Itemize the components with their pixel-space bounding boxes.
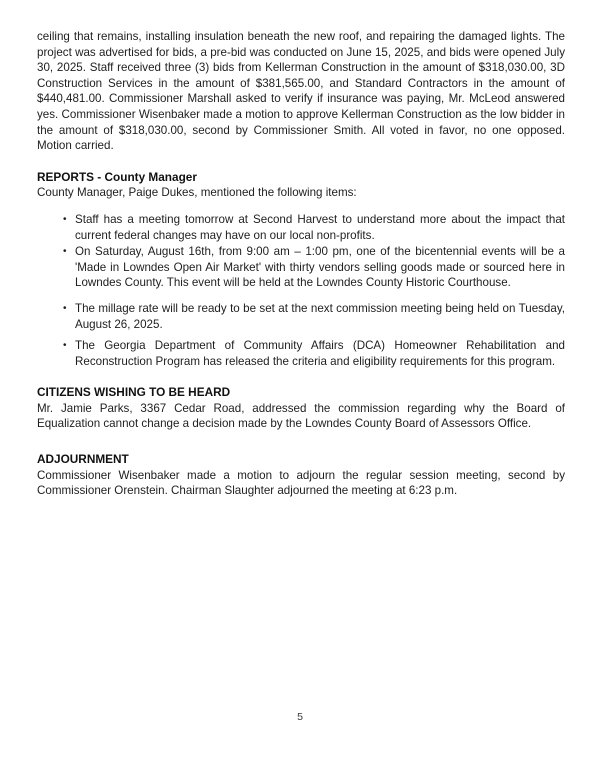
list-item	[63, 301, 565, 332]
reports-heading: REPORTS - County Manager	[37, 169, 197, 184]
adjournment-body-text: Commissioner Wisenbaker made a motion to adjourn the regular session meeting, second by Commissioner Orenstein. Chairman Slaughter adjourned the meeting at 6:23 p.m.	[37, 468, 565, 498]
bullet-text: The Georgia Department of Community Affairs (DCA) Homeowner Rehabilitation and Reconstruction Program has released the criteria and eligibility requirements for this program.	[75, 339, 565, 368]
list-item	[63, 338, 565, 369]
list-item	[63, 212, 565, 243]
bullet-text: Staff has a meeting tomorrow at Second Harvest to understand more about the impact that current federal changes may have on our local non-profits.	[75, 212, 565, 242]
section-citizens	[37, 385, 565, 432]
page-number: 5	[297, 711, 303, 723]
citizens-heading: CITIZENS WISHING TO BE HEARD	[37, 385, 231, 400]
reports-bullet-list	[37, 212, 565, 369]
bullet-text: The millage rate will be ready to be set at the next commission meeting being held on Tuesday, August 26, 2025.	[75, 301, 565, 331]
section-adjournment	[37, 452, 565, 499]
citizens-body-text: Mr. Jamie Parks, 3367 Cedar Road, addressed the commission regarding why the Board of Equalization cannot change a decision made by the Lowndes County Board of Assessors Office.	[37, 401, 565, 431]
reports-intro-text: County Manager, Paige Dukes, mentioned the following items:	[37, 186, 357, 200]
list-item	[63, 244, 565, 291]
top-paragraph: ceiling that remains, installing insulation beneath the new roof, and repairing the damaged lights. The project was advertised for bids, a pre-bid was conducted on June 15, 2025, and bids were opened July 30, 2025. Staff received three (3) bids from Kellerman Construction in the amount of $318,030.00, 3D Construction Services in the amount of $381,565.00, and Standard Contractors in the amount of $440,481.00. Commissioner Marshall asked to verify if insurance was paying, Mr. McLeod answered yes. Commissioner Wisenbaker made a motion to approve Kellerman Construction as the low bidder in the amount of $318,030.00, second by Commissioner Smith. All voted in favor, no one opposed. Motion carried.	[37, 30, 565, 153]
adjournment-heading: ADJOURNMENT	[37, 452, 129, 467]
section-reports	[37, 170, 565, 370]
bullet-text: On Saturday, August 16th, from 9:00 am – 1:00 pm, one of the bicentennial events will be a 'Made in Lowndes Open Air Market' with thirty vendors selling goods made or sourced here in Lowndes County. This event will be held at the Lowndes County Historic Courthouse.	[75, 245, 565, 290]
